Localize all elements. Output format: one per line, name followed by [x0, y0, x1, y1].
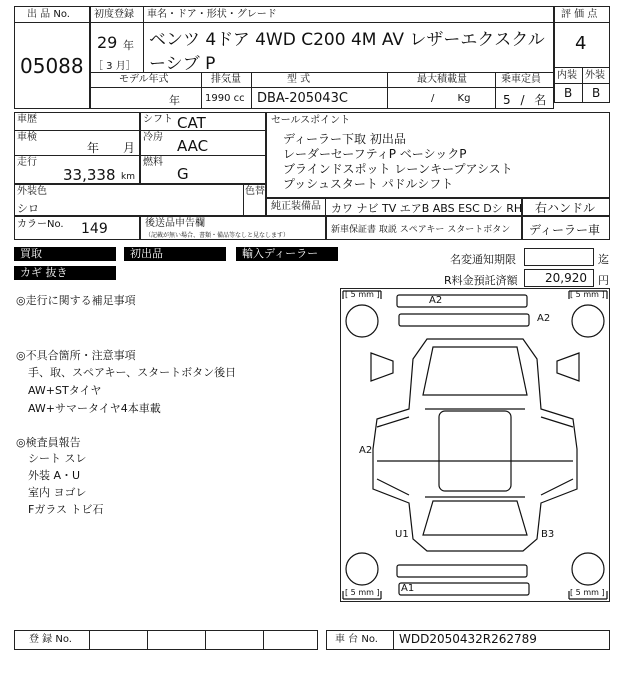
equipment-label: 純正装備品	[271, 201, 321, 212]
exterior-color-value: シロ	[17, 202, 39, 215]
car-diagram	[340, 288, 610, 602]
inspector-heading: ◎検査員報告	[16, 436, 81, 449]
model-year-unit: 年	[169, 94, 180, 107]
max-load-value: / Kg	[431, 93, 471, 104]
type-value: DBA-205043C	[257, 91, 348, 106]
capacity-label: 乗車定員	[501, 74, 541, 85]
shift-label: シフト	[143, 114, 173, 125]
exterior-color-box	[14, 184, 266, 216]
shift-value: CAT	[177, 114, 206, 132]
first-reg-label: 初度登録	[94, 9, 134, 20]
inspector-4: Fガラス トビ石	[28, 503, 104, 516]
chassis-value: WDD2050432R262789	[399, 632, 537, 646]
ac-value: AAC	[177, 137, 209, 155]
inspection-month-unit: 月	[123, 141, 136, 155]
name-change-unit: 迄	[598, 253, 609, 266]
grade-value: 4	[575, 33, 587, 54]
car-name-line1: ベンツ 4ドア 4WD C200 4M AV レザーエクスクル	[149, 30, 545, 50]
fuel-value: G	[177, 165, 189, 183]
car-name-line2: ーシブ P	[149, 54, 216, 74]
exterior-value: B	[592, 86, 601, 100]
mark-a2-left: A2	[359, 445, 373, 456]
equipment-box	[266, 198, 522, 216]
history-box	[14, 112, 140, 184]
name-change-field	[524, 248, 594, 266]
car-outline-drawing	[341, 289, 609, 601]
sales-point-3: ブラインドスポット レーンキープアシスト	[283, 162, 513, 176]
mileage-label: 走行	[17, 157, 37, 168]
lot-number-box	[14, 6, 90, 109]
defects-heading: ◎不具合箇所・注意事項	[16, 349, 136, 362]
defect-1: 手、取、スペアキー、スタートボタン後日	[28, 366, 237, 379]
inspection-label: 車検	[17, 132, 37, 143]
displacement-label: 排気量	[211, 74, 241, 85]
tag-purchase: 買取	[14, 247, 116, 261]
chassis-box	[326, 630, 610, 650]
steering-value: 右ハンドル	[535, 201, 596, 215]
mileage-unit: km	[121, 172, 135, 182]
color-no-value: 149	[81, 221, 108, 237]
shift-box	[140, 112, 266, 184]
first-reg-year: 29	[97, 33, 118, 52]
recycle-unit: 円	[598, 274, 609, 287]
displacement-value: 1990 cc	[205, 93, 245, 104]
mark-a2-right: A2	[537, 313, 551, 324]
defect-3: AW+サマータイヤ4本車載	[28, 402, 161, 415]
interior-label: 内装	[557, 70, 577, 81]
inspector-1: シート スレ	[28, 452, 87, 465]
sales-point-box	[266, 112, 610, 198]
sales-point-label: セールスポイント	[271, 115, 351, 126]
equipment-value: カワ ナビ TV エアB ABS ESC Dシ RH	[331, 202, 523, 215]
mileage-value: 33,338	[63, 166, 116, 184]
tag-first-listing: 初出品	[124, 247, 226, 261]
post-doc-label: 後送品申告欄	[145, 218, 205, 229]
tag-key-removed: カギ 抜き	[14, 266, 116, 280]
interior-value: B	[564, 86, 573, 100]
max-load-label: 最大積載量	[417, 74, 467, 85]
capacity-value: 5 / 名	[503, 93, 547, 107]
inspector-3: 室内 ヨゴレ	[28, 486, 87, 499]
mark-a2-front: A2	[429, 295, 443, 306]
dealer-box	[522, 216, 610, 240]
mark-a1: A1	[401, 583, 415, 594]
mark-b3: B3	[541, 529, 555, 540]
inspector-2: 外装 A・U	[28, 469, 81, 482]
tag-import-dealer: 輸入ディーラー	[236, 247, 338, 261]
warranty-value: 新車保証書 取説 スペアキー スタートボタン	[331, 225, 511, 235]
history-label: 車歴	[17, 114, 37, 125]
dealer-value: ディーラー車	[529, 223, 601, 237]
chassis-label: 車 台 No.	[335, 634, 378, 645]
car-name-label: 車名・ドア・形状・グレード	[147, 9, 277, 20]
steering-box	[522, 198, 610, 216]
grade-box	[554, 6, 610, 103]
defect-2: AW+STタイヤ	[28, 384, 102, 397]
year-unit: 年	[123, 39, 134, 52]
post-doc-box	[140, 216, 326, 240]
tyre-front-right: [ 5 mm ]	[570, 290, 605, 299]
tyre-rear-right: [ 5 mm ]	[570, 588, 605, 597]
sales-point-4: プッシュスタート パドルシフト	[283, 177, 454, 191]
recycle-label: R料金預託済額	[444, 274, 518, 287]
ac-label: 冷房	[143, 132, 163, 143]
driving-heading: ◎走行に関する補足事項	[16, 294, 136, 307]
header-main	[90, 6, 554, 109]
first-reg-month: ［ 3 月］	[93, 61, 136, 72]
tyre-front-left: [ 5 mm ]	[345, 290, 380, 299]
lot-number: 05088	[20, 54, 84, 78]
type-label: 型 式	[287, 74, 311, 85]
name-change-label: 名変通知期限	[450, 253, 516, 266]
reg-no-box	[14, 630, 318, 650]
color-change-label: 色替	[245, 186, 265, 197]
model-year-label: モデル年式	[119, 74, 169, 85]
exterior-label: 外装	[585, 70, 605, 81]
sales-point-2: レーダーセーフティP ベーシックP	[283, 147, 467, 161]
recycle-field	[524, 269, 594, 287]
sales-point-1: ディーラー下取 初出品	[283, 132, 406, 146]
lot-label: 出 品 No.	[27, 9, 70, 20]
inspection-year-unit: 年	[87, 141, 100, 155]
recycle-value: 20,920	[545, 271, 587, 285]
post-doc-note: （記載が無い場合、書類・備品等なしと見なします）	[145, 232, 290, 239]
fuel-label: 燃料	[143, 157, 163, 168]
tyre-rear-left: [ 5 mm ]	[345, 588, 380, 597]
grade-label: 評 価 点	[561, 9, 598, 20]
reg-no-label: 登 録 No.	[29, 634, 72, 645]
warranty-box	[326, 216, 522, 240]
color-no-box	[14, 216, 140, 240]
mark-u1: U1	[395, 529, 409, 540]
color-no-label: カラーNo.	[17, 219, 64, 230]
exterior-color-label: 外装色	[17, 186, 47, 197]
